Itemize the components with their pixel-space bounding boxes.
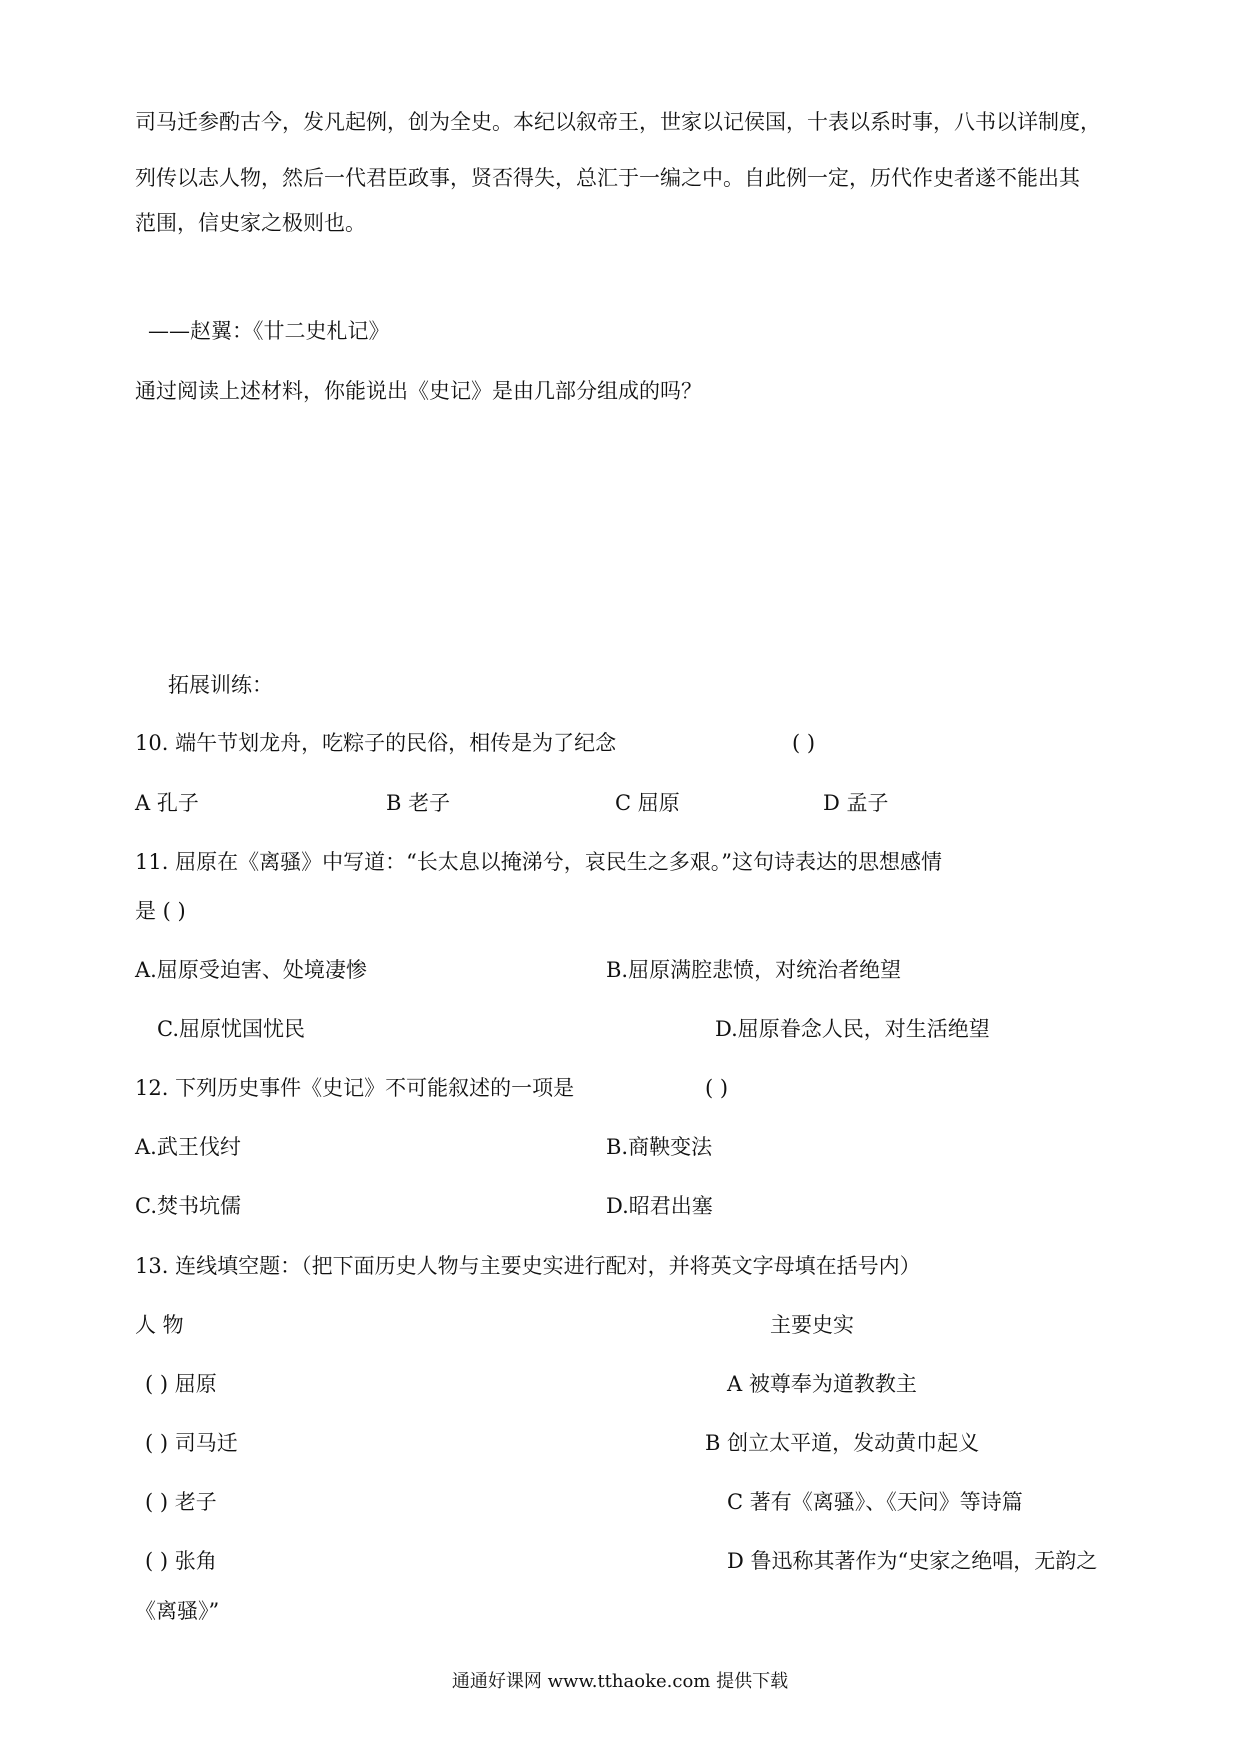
q13-row-person: ( ) 屈原: [145, 1372, 217, 1396]
q13-row-person: ( ) 老子: [145, 1490, 217, 1514]
q12-option-d: D.昭君出塞: [606, 1194, 713, 1218]
q11-stem: 11. 屈原在《离骚》中写道：“长太息以掩涕兮，哀民生之多艰。”这句诗表达的思想感情: [135, 850, 943, 874]
q13-stem: 13. 连线填空题：（把下面历史人物与主要史实进行配对，并将英文字母填在括号内）: [135, 1254, 921, 1278]
q10-option-b: B 老子: [386, 791, 451, 815]
q13-row-fact: A 被尊奉为道教教主: [727, 1372, 917, 1396]
q12-stem: 12. 下列历史事件《史记》不可能叙述的一项是: [135, 1076, 575, 1100]
q13-row-fact: B 创立太平道，发动黄巾起义: [705, 1431, 980, 1455]
q10-answer-paren: ( ): [792, 731, 816, 755]
q12-option-b: B.商鞅变法: [606, 1135, 713, 1159]
passage-question: 通过阅读上述材料，你能说出《史记》是由几部分组成的吗？: [135, 379, 702, 403]
q10-stem: 10. 端午节划龙舟，吃粽子的民俗，相传是为了纪念: [135, 731, 617, 755]
q13-fact-continuation: 《离骚》”: [135, 1599, 220, 1623]
passage-line-1: 司马迁参酌古今，发凡起例，创为全史。本纪以叙帝王，世家以记侯国，十表以系时事，八书以详制度，: [135, 110, 1101, 134]
q13-row-person: ( ) 司马迁: [145, 1431, 238, 1455]
q13-row-fact: D 鲁迅称其著作为“史家之绝唱，无韵之: [727, 1549, 1098, 1573]
q12-option-c: C.焚书坑儒: [135, 1194, 241, 1218]
passage-source: ——赵翼：《廿二史札记》: [148, 319, 390, 343]
q12-answer-paren: ( ): [705, 1076, 729, 1100]
passage-line-2: 列传以志人物，然后一代君臣政事，贤否得失，总汇于一编之中。自此例一定，历代作史者遂不能出其: [135, 166, 1080, 190]
section-title: 拓展训练：: [168, 673, 273, 697]
q10-option-c: C 屈原: [615, 791, 680, 815]
q13-row-fact: C 著有《离骚》、《天问》等诗篇: [727, 1490, 1023, 1514]
q12-option-a: A.武王伐纣: [135, 1135, 241, 1159]
q13-header-fact: 主要史实: [770, 1313, 854, 1337]
q11-option-b: B.屈原满腔悲愤，对统治者绝望: [606, 958, 902, 982]
q10-option-d: D 孟子: [823, 791, 889, 815]
q13-header-person: 人 物: [135, 1313, 184, 1337]
q11-option-c: C.屈原忧国忧民: [157, 1017, 305, 1041]
page-footer: 通通好课网 www.tthaoke.com 提供下载: [451, 1671, 789, 1692]
q10-option-a: A 孔子: [135, 791, 199, 815]
q11-option-a: A.屈原受迫害、处境凄惨: [135, 958, 367, 982]
passage-line-3: 范围，信史家之极则也。: [135, 211, 366, 235]
q11-stem-cont: 是 ( ): [135, 899, 186, 923]
q13-row-person: ( ) 张角: [145, 1549, 217, 1573]
q11-option-d: D.屈原眷念人民，对生活绝望: [715, 1017, 990, 1041]
